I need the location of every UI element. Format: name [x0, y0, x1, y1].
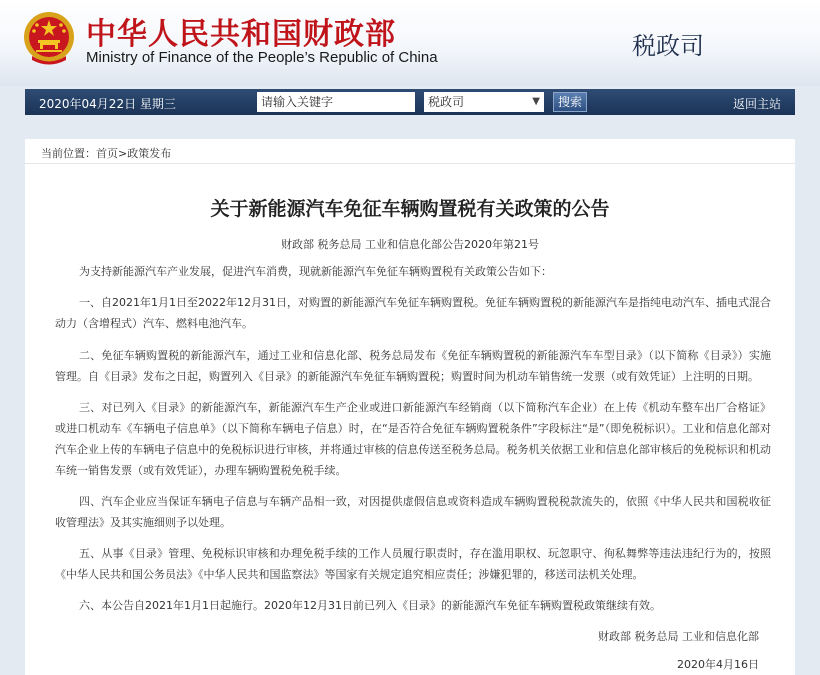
site-subtitle-en: Ministry of Finance of the People’s Republic of China [86, 49, 438, 66]
article-paragraph: 二、免征车辆购置税的新能源汽车，通过工业和信息化部、税务总局发布《免征车辆购置税的新能源汽车车型目录》（以下简称《目录》）实施管理。自《目录》发布之日起，购置列入《目录》的新能源汽车免征车辆购置税；购置时间为机动车销售统一发票（或有效凭证）上注明的日期。 [55, 349, 771, 383]
article-paragraph: 一、自2021年1月1日至2022年12月31日，对购置的新能源汽车免征车辆购置税。免征车辆购置税的新能源汽车是指纯电动汽车、插电式混合动力（含增程式）汽车、燃料电池汽车。 [55, 296, 771, 330]
publish-date: 2020年4月16日 [677, 658, 759, 671]
article-paragraph: 六、本公告自2021年1月1日起施行。2020年12月31日前已列入《目录》的新能源汽车免征车辆购置税政策继续有效。 [79, 599, 661, 612]
article-title: 关于新能源汽车免征车辆购置税有关政策的公告 [210, 198, 610, 220]
chevron-down-icon: ▼ [532, 96, 540, 107]
search-input[interactable]: 请输入关键字 [257, 92, 415, 112]
home-link[interactable]: 返回主站 [732, 97, 781, 111]
search-scope-value: 税政司 [428, 95, 465, 109]
search-scope-select[interactable] [424, 92, 544, 112]
article-paragraph: 为支持新能源汽车产业发展，促进汽车消费，现就新能源汽车免征车辆购置税有关政策公告如下： [79, 265, 552, 278]
article-paragraph: 四、汽车企业应当保证车辆电子信息与车辆产品相一致，对因提供虚假信息或资料造成车辆购置税税款流失的，依照《中华人民共和国税收征收管理法》及其实施细则予以处理。 [55, 495, 771, 529]
site-header [0, 0, 820, 86]
breadcrumb: 当前位置：首页>政策发布 [41, 147, 172, 160]
site-title: 中华人民共和国财政部 [86, 17, 396, 52]
article-container [25, 139, 795, 675]
current-date: 2020年04月22日 星期三 [39, 97, 176, 111]
department-name: 税政司 [632, 32, 704, 60]
divider [25, 163, 795, 164]
search-button[interactable]: 搜索 [553, 92, 587, 112]
document-number: 财政部 税务总局 工业和信息化部公告2020年第21号 [281, 238, 539, 251]
article-paragraph: 三、对已列入《目录》的新能源汽车，新能源汽车生产企业或进口新能源汽车经销商（以下简称汽车企业）在上传《机动车整车出厂合格证》或进口机动车《车辆电子信息单》（以下简称车辆电子信息）时，在“是否符合免征车辆购置税条件”字段标注“是”（即免税标识）。工业和信息化部对汽车企业上传的车辆电子信息中的免税标识进行审核，并将通过审核的信息传送至税务总局。税务机关依据工业和信息化部审核后的免税标识和机动车统一销售发票（或有效凭证），办理车辆购置税免税手续。 [55, 401, 771, 477]
signature: 财政部 税务总局 工业和信息化部 [598, 630, 759, 643]
article-paragraph: 五、从事《目录》管理、免税标识审核和办理免税手续的工作人员履行职责时，存在滥用职权、玩忽职守、徇私舞弊等违法违纪行为的，按照《中华人民共和国公务员法》《中华人民共和国监察法》等国家有关规定追究相应责任；涉嫌犯罪的，移送司法机关处理。 [55, 547, 771, 581]
national-emblem-icon [22, 9, 76, 67]
nav-bar [25, 89, 795, 115]
